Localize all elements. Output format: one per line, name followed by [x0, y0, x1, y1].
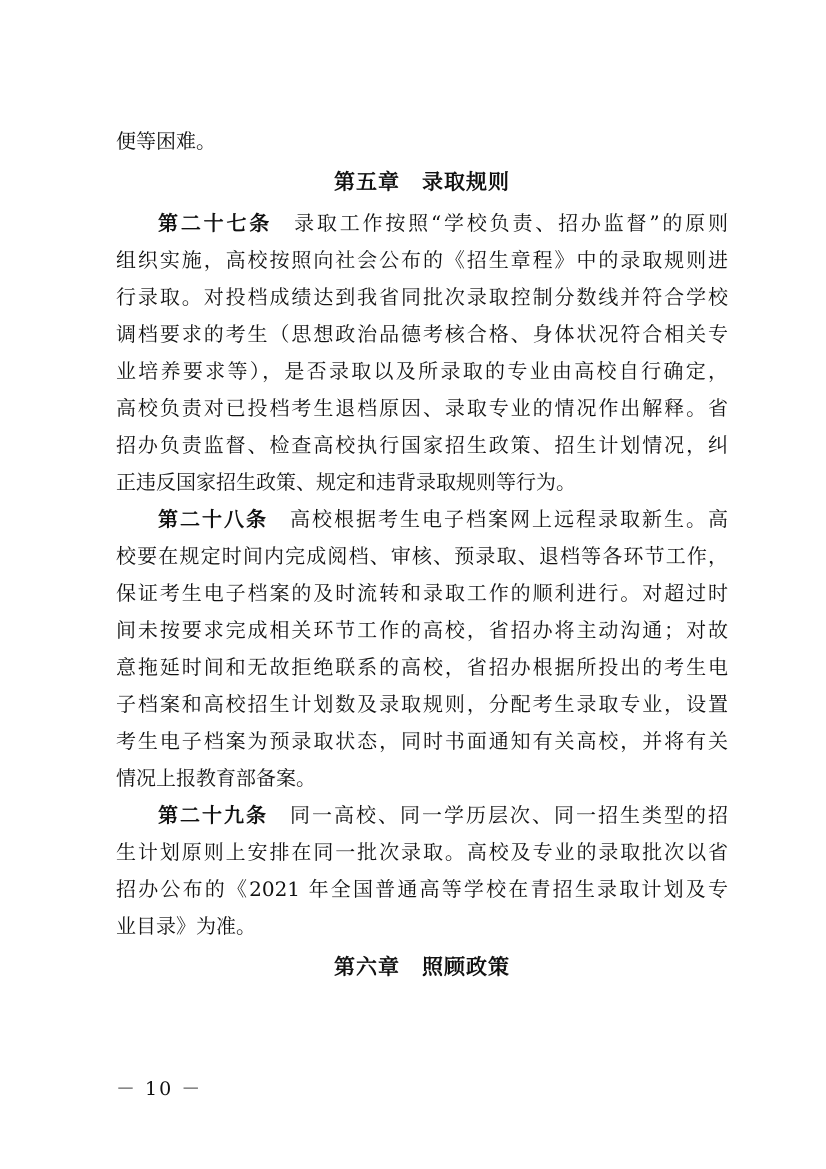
article-29-line-4: 业目录》为准。: [116, 914, 256, 938]
article-27-line-3: 行录取。对投档成绩达到我省同批次录取控制分数线并符合学校: [116, 285, 728, 309]
article-28-line-2: 校要在规定时间内完成阅档、审核、预录取、退档等各环节工作，: [116, 544, 728, 568]
article-27-line-6: 高校负责对已投档考生退档原因、录取专业的情况作出解释。省: [116, 396, 728, 420]
article-27-line-8: 正违反国家招生政策、规定和违背录取规则等行为。: [116, 470, 576, 494]
article-28-line-3: 保证考生电子档案的及时流转和录取工作的顺利进行。对超过时: [116, 581, 728, 605]
article-27-line-5: 业培养要求等），是否录取以及所录取的专业由高校自行确定，: [116, 359, 728, 383]
article-28-line-6: 子档案和高校招生计划数及录取规则，分配考生录取专业，设置: [116, 692, 728, 716]
article-27-line-2: 组织实施，高校按照向社会公布的《招生章程》中的录取规则进: [116, 248, 728, 272]
document-body: [116, 123, 728, 990]
article-29-line-2: 生计划原则上安排在同一批次录取。高校及专业的录取批次以省: [116, 840, 728, 864]
intro-line: 便等困难。: [116, 129, 216, 153]
article-28-line-4: 间未按要求完成相关环节工作的高校，省招办将主动沟通；对故: [116, 618, 728, 642]
article-28-label: 第二十八条: [158, 507, 268, 531]
article-27-line-7: 招办负责监督、检查高校执行国家招生政策、招生计划情况，纠: [116, 433, 728, 457]
article-29-label: 第二十九条: [158, 803, 268, 827]
article-28-line-5: 意拖延时间和无故拒绝联系的高校，省招办根据所投出的考生电: [116, 655, 728, 679]
page-number: － 10 －: [116, 1078, 203, 1100]
article-27-line-1: 第二十七条 录取工作按照“学校负责、招办监督”的原则: [158, 211, 729, 235]
article-29-line-1: 第二十九条 同一高校、同一学历层次、同一招生类型的招: [158, 803, 728, 827]
article-29: [116, 797, 728, 945]
article-28-line-8: 情况上报教育部备案。: [116, 766, 316, 790]
article-28: [116, 501, 728, 797]
article-27: [116, 205, 728, 501]
article-28-line-7: 考生电子档案为预录取状态，同时书面通知有关高校，并将有关: [116, 729, 728, 753]
chapter-5-title: 第五章 录取规则: [334, 170, 510, 194]
article-27-line-4: 调档要求的考生（思想政治品德考核合格、身体状况符合相关专: [116, 322, 728, 346]
article-27-label: 第二十七条: [158, 211, 273, 235]
article-29-line-3: 招办公布的《2021 年全国普通高等学校在青招生录取计划及专: [116, 877, 728, 901]
article-28-line-1: 第二十八条 高校根据考生电子档案网上远程录取新生。高: [158, 507, 728, 531]
chapter-6-title: 第六章 照顾政策: [334, 955, 510, 979]
